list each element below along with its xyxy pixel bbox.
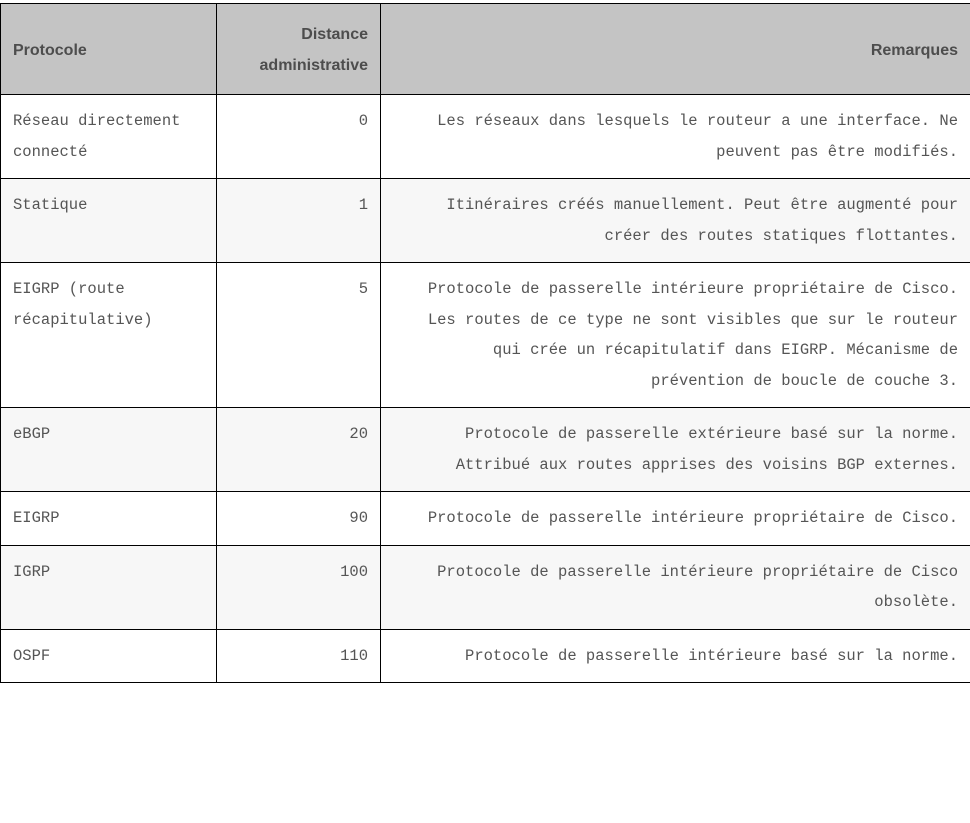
table-row (1, 179, 970, 263)
cell-distance: 20 (217, 408, 381, 492)
header-protocol (1, 4, 217, 95)
header-row (1, 4, 970, 95)
header-distance-line2: administrative (259, 57, 368, 74)
table-row (1, 545, 970, 629)
cell-protocol: OSPF (1, 629, 217, 683)
table-row (1, 492, 970, 546)
header-distance (217, 4, 381, 95)
cell-protocol: EIGRP (1, 492, 217, 546)
cell-remarks: Protocole de passerelle intérieure basé sur la norme. (381, 629, 970, 683)
cell-distance: 5 (217, 263, 381, 408)
table-row (1, 408, 970, 492)
table-row (1, 263, 970, 408)
header-distance-line1: Distance (301, 26, 368, 43)
cell-protocol: Statique (1, 179, 217, 263)
cell-remarks: Protocole de passerelle intérieure propriétaire de Cisco. Les routes de ce type ne sont visibles que sur le routeur qui crée un récapitulatif dans EIGRP. Mécanisme de prévention de boucle de couche 3. (381, 263, 970, 408)
cell-distance: 100 (217, 545, 381, 629)
cell-remarks: Les réseaux dans lesquels le routeur a une interface. Ne peuvent pas être modifiés. (381, 95, 970, 179)
cell-remarks: Protocole de passerelle intérieure propriétaire de Cisco. (381, 492, 970, 546)
table-header (1, 4, 970, 95)
cell-remarks: Protocole de passerelle extérieure basé sur la norme. Attribué aux routes apprises des voisins BGP externes. (381, 408, 970, 492)
cell-distance: 0 (217, 95, 381, 179)
header-remarks-label: Remarques (870, 41, 958, 59)
cell-remarks: Protocole de passerelle intérieure propriétaire de Cisco obsolète. (381, 545, 970, 629)
cell-distance: 90 (217, 492, 381, 546)
table-row (1, 629, 970, 683)
table-body (1, 95, 970, 683)
cell-protocol: IGRP (1, 545, 217, 629)
cell-protocol: eBGP (1, 408, 217, 492)
cell-protocol: EIGRP (route récapitulative) (1, 263, 217, 408)
cell-protocol: Réseau directement connecté (1, 95, 217, 179)
cell-distance: 1 (217, 179, 381, 263)
administrative-distance-table (0, 3, 970, 683)
cell-distance: 110 (217, 629, 381, 683)
cell-remarks: Itinéraires créés manuellement. Peut être augmenté pour créer des routes statiques flottantes. (381, 179, 970, 263)
header-protocol-label: Protocole (13, 41, 87, 59)
header-remarks (381, 4, 970, 95)
table-row (1, 95, 970, 179)
